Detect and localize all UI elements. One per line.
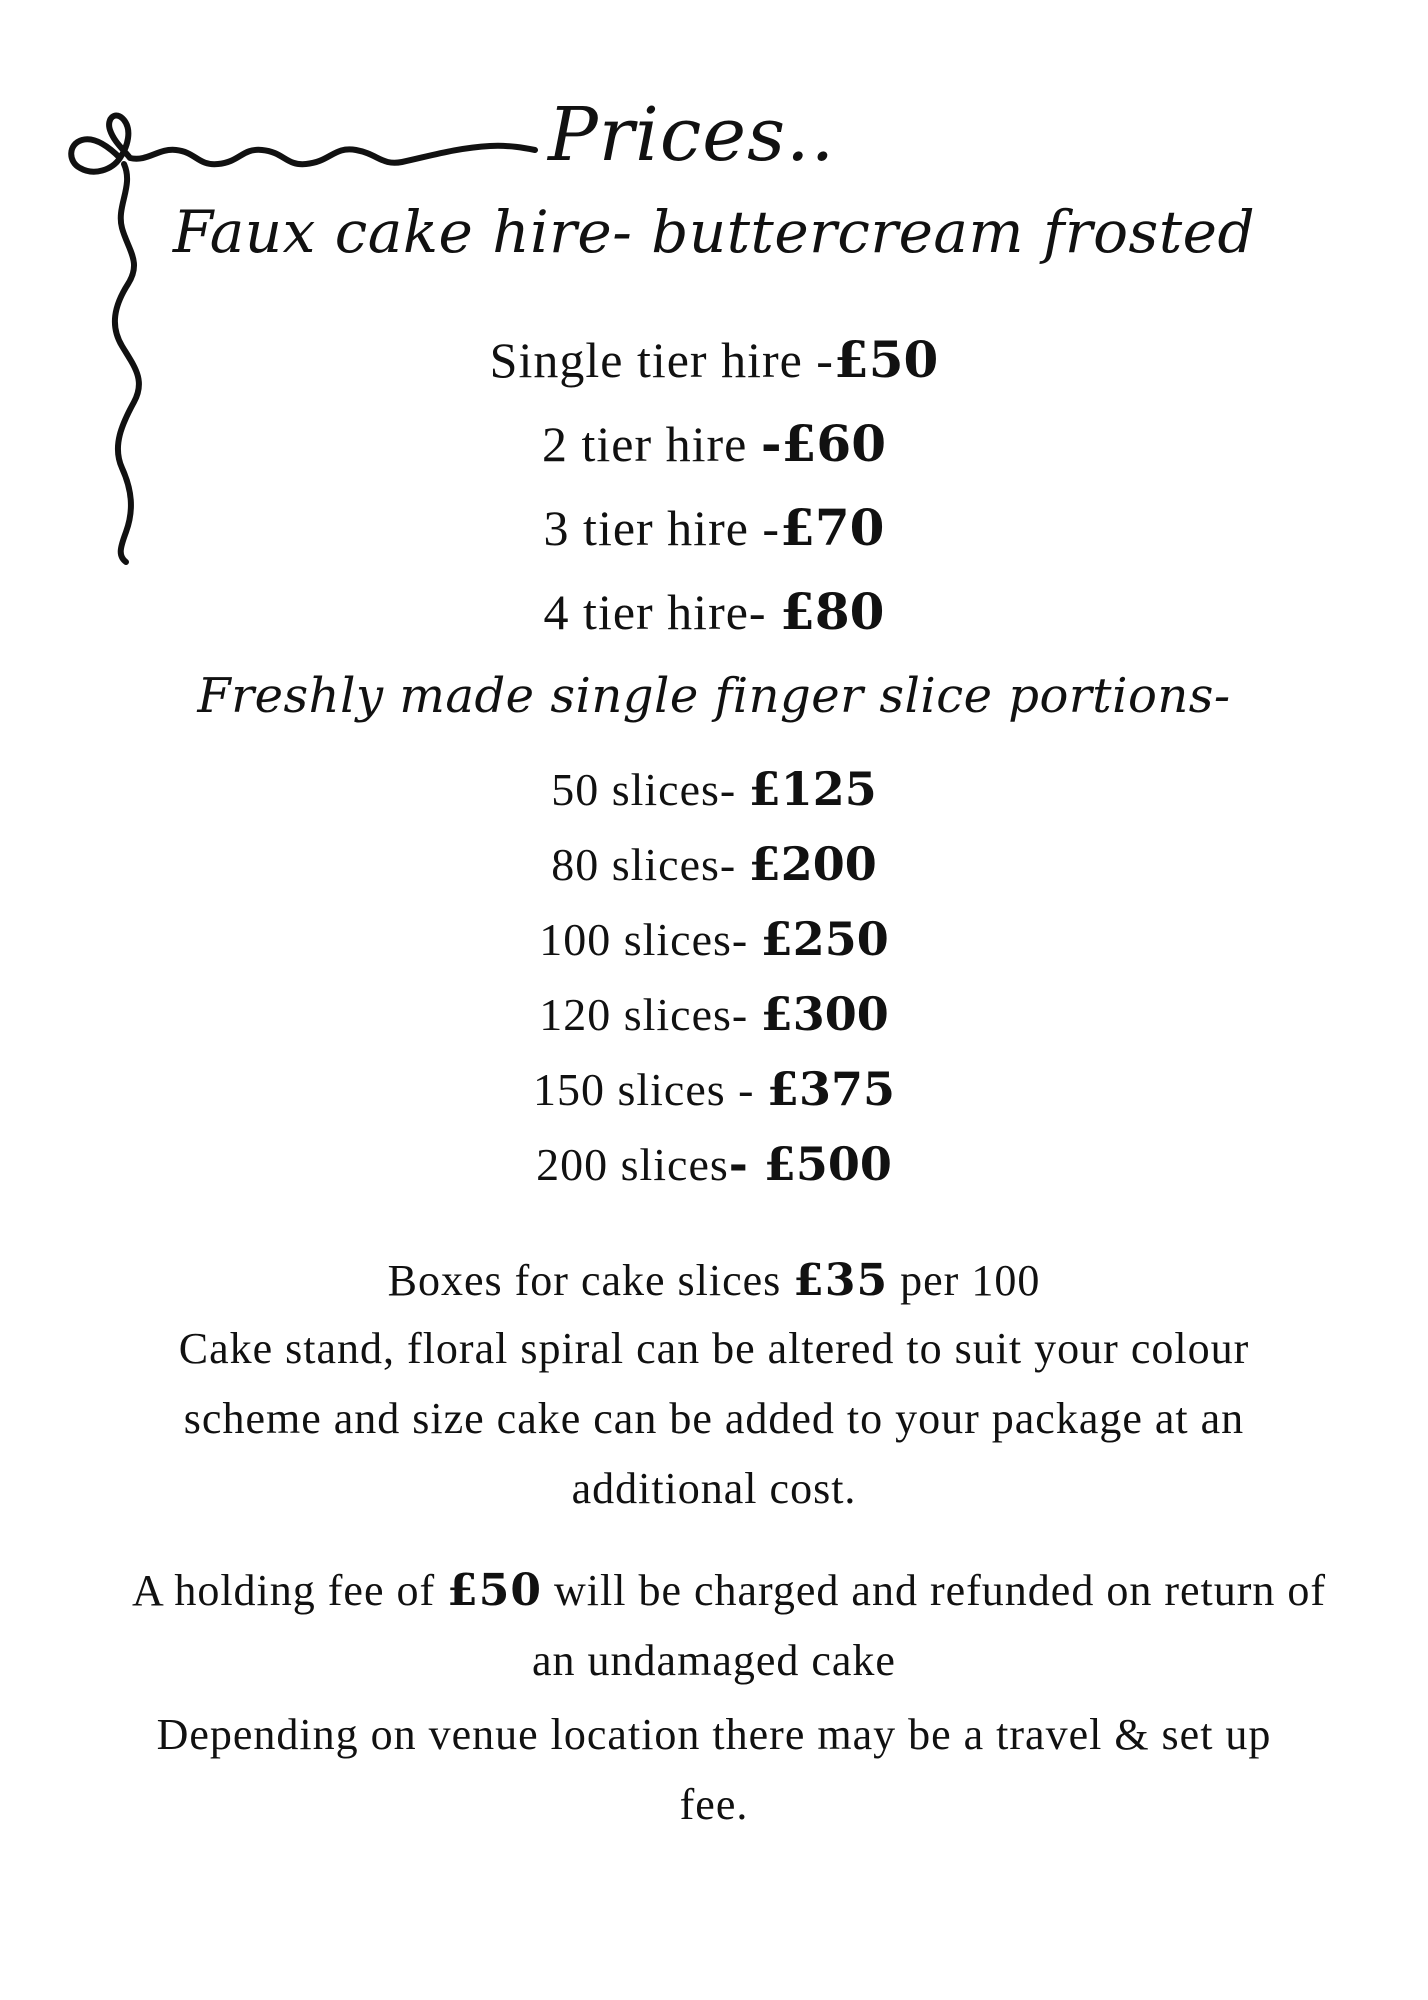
cake-stand-note: Cake stand, floral spiral can be altered to suit your colour scheme and size cake can be added to your package at an additional cost. [178,1324,1250,1513]
page-title: Prices.. [548,92,836,178]
slices-heading: Freshly made single finger slice portions- [197,668,1231,724]
holding-fee-note: A holding fee of £50 will be charged and refunded on return of an undamaged cake [131,1565,1327,1685]
list-item: 120 slices- £300 [539,987,889,1041]
list-item: 2 tier hire -£60 [542,414,886,473]
slice-price-list [0,752,1428,1202]
list-item: 200 slices- £500 [536,1137,892,1191]
boxes-note: Boxes for cake slices £35 per 100 [387,1255,1041,1306]
list-item: 100 slices- £250 [539,912,889,966]
travel-fee-note: Depending on venue location there may be a travel & set up fee. [156,1710,1272,1829]
list-item: 4 tier hire- £80 [543,582,885,641]
hire-price-list [0,318,1428,654]
page-subtitle: Faux cake hire- buttercream frosted [172,198,1256,266]
list-item: 80 slices- £200 [551,837,877,891]
list-item: Single tier hire -£50 [489,330,939,389]
list-item: 3 tier hire -£70 [543,498,885,557]
list-item: 50 slices- £125 [551,762,877,816]
list-item: 150 slices - £375 [532,1062,896,1116]
